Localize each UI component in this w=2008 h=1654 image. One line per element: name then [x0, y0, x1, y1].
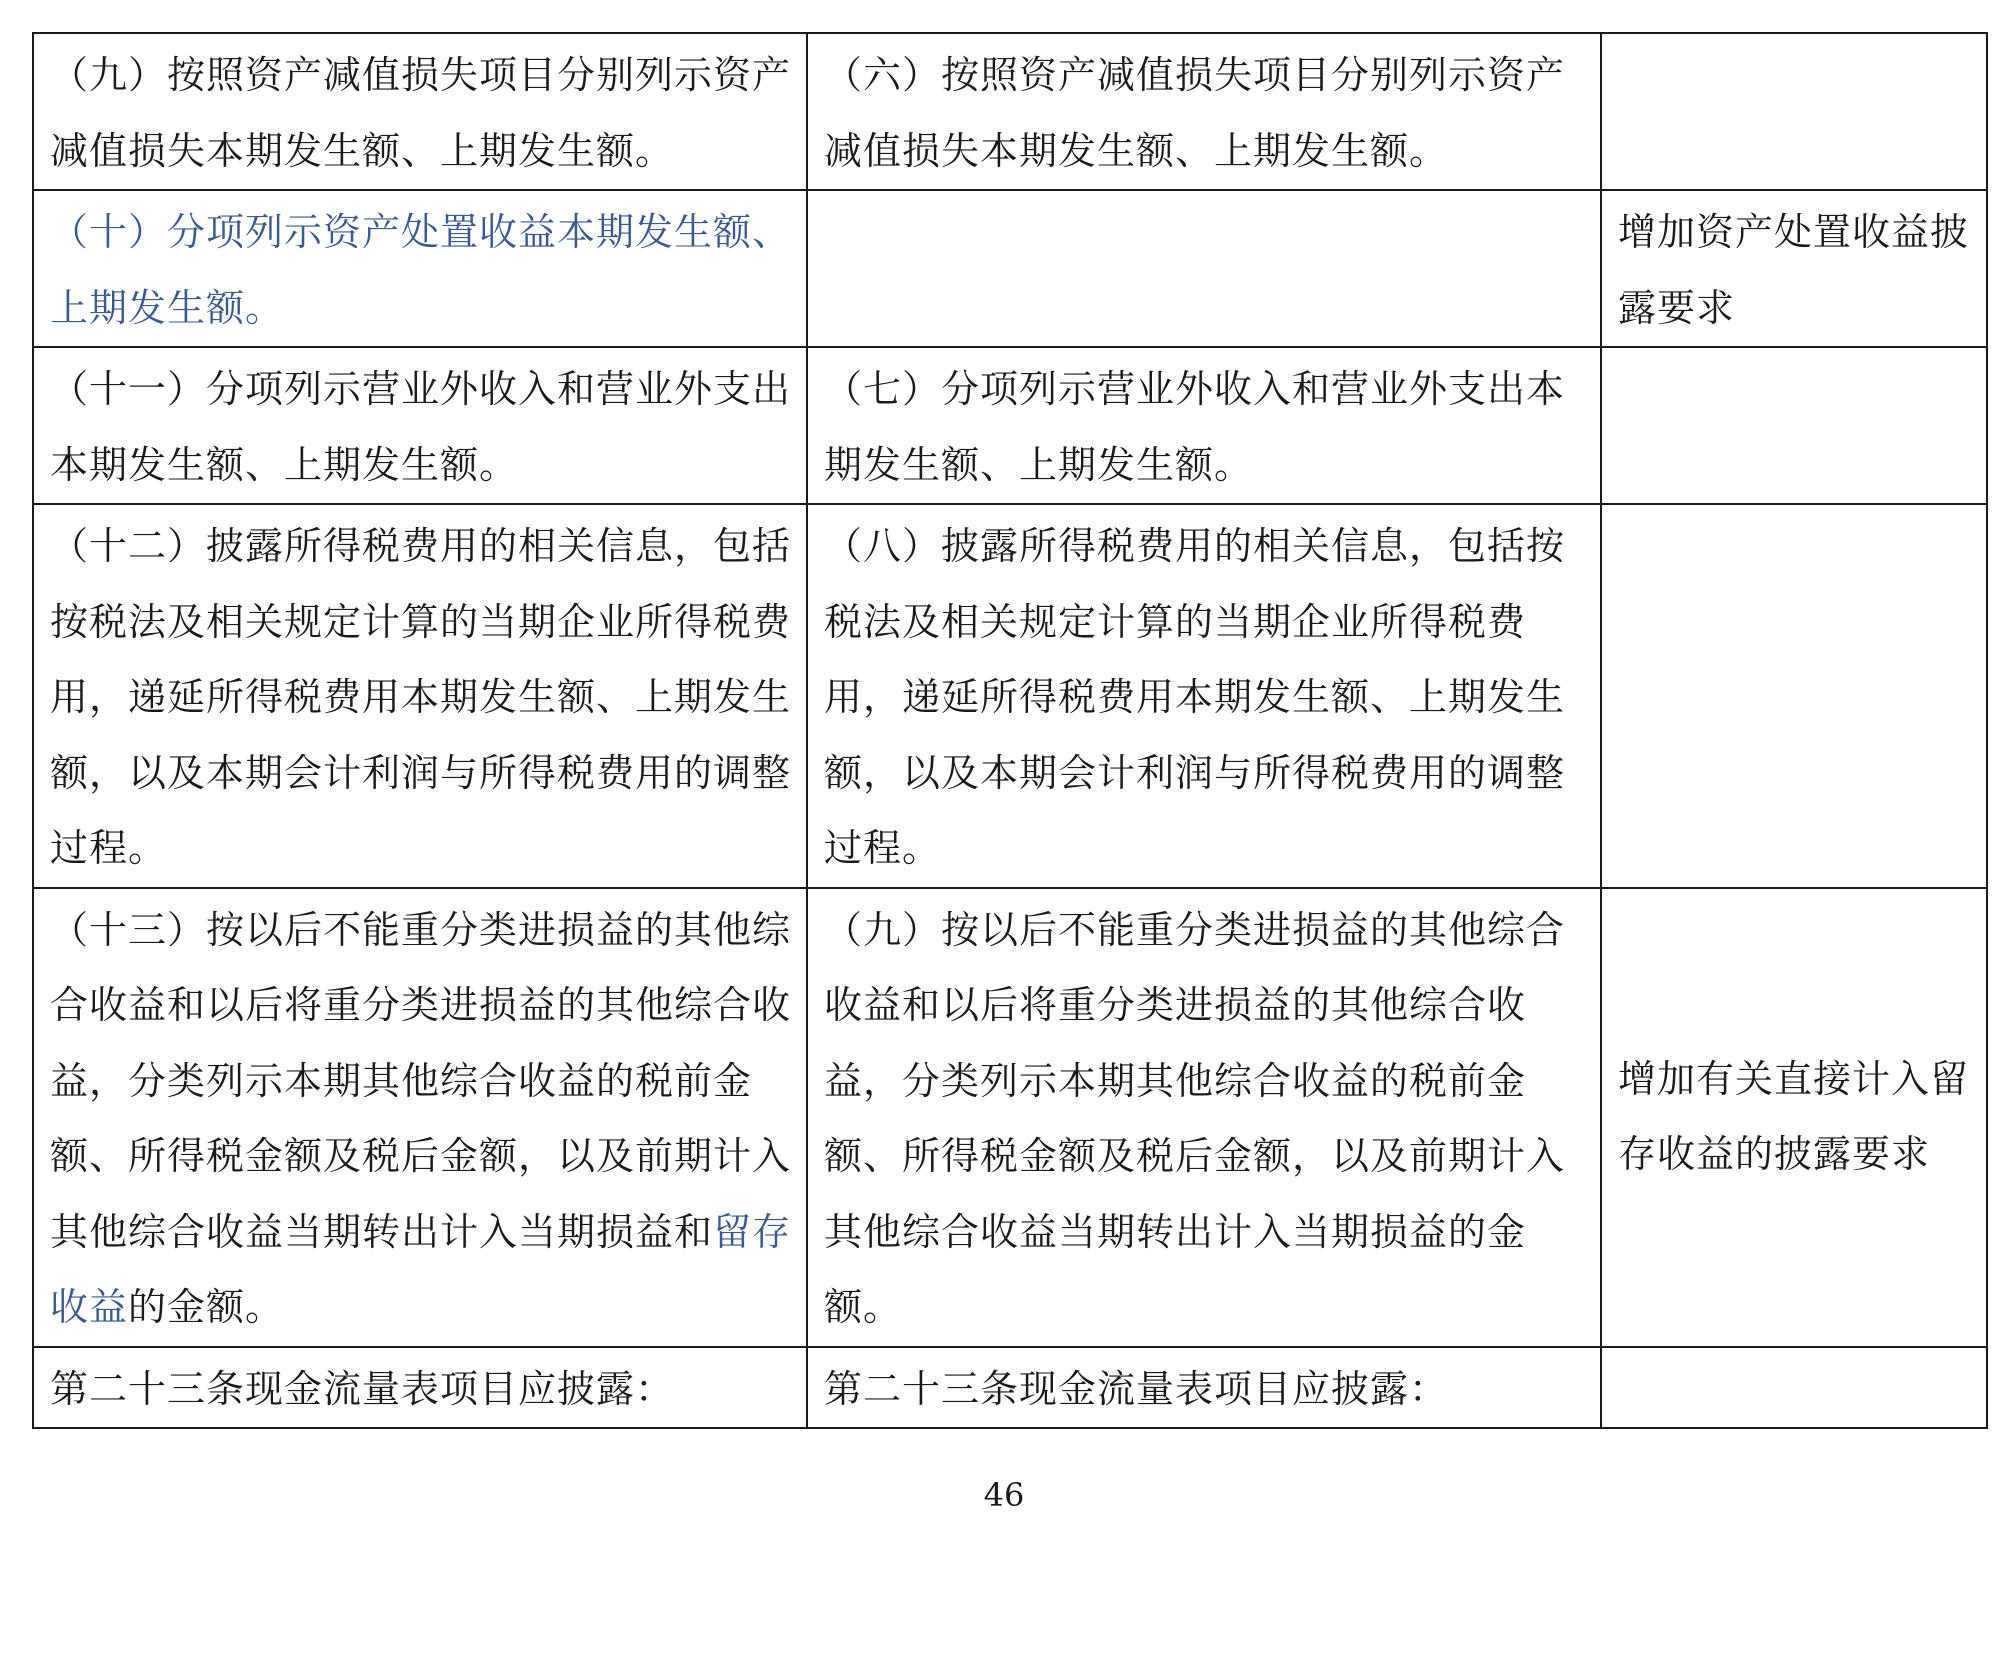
table-row: [33, 347, 1987, 504]
new-rule-text-end: 的金额。: [128, 1285, 285, 1329]
new-rule-cell: （十一）分项列示营业外收入和营业外支出本期发生额、上期发生额。: [33, 347, 807, 504]
old-rule-cell: （七）分项列示营业外收入和营业外支出本期发生额、上期发生额。: [807, 347, 1601, 504]
change-note-cell: [1601, 347, 1987, 504]
table-row: [33, 1347, 1987, 1429]
page-number: 46: [983, 1476, 1025, 1514]
table-row: [33, 888, 1987, 1347]
change-note-cell: 增加有关直接计入留存收益的披露要求: [1601, 888, 1987, 1347]
new-rule-text: （十三）按以后不能重分类进损益的其他综合收益和以后将重分类进损益的其他综合收益，分类列示本期其他综合收益的税前金额、所得税金额及税后金额，以及前期计入其他综合收益当期转出计入当期损益和: [50, 907, 792, 1254]
new-rule-cell: （九）按照资产减值损失项目分别列示资产减值损失本期发生额、上期发生额。: [33, 33, 807, 190]
new-rule-cell: [33, 888, 807, 1347]
table-row: [33, 190, 1987, 347]
new-rule-cell: （十二）披露所得税费用的相关信息，包括按税法及相关规定计算的当期企业所得税费用，递延所得税费用本期发生额、上期发生额，以及本期会计利润与所得税费用的调整过程。: [33, 504, 807, 888]
table-row: [33, 33, 1987, 190]
change-note-cell: [1601, 504, 1987, 888]
retained-earnings-link[interactable]: 留存收益: [50, 1209, 792, 1329]
change-note-cell: [1601, 1347, 1987, 1429]
old-rule-cell: 第二十三条现金流量表项目应披露：: [807, 1347, 1601, 1429]
change-note-cell: 增加资产处置收益披露要求: [1601, 190, 1987, 347]
old-rule-cell: （六）按照资产减值损失项目分别列示资产减值损失本期发生额、上期发生额。: [807, 33, 1601, 190]
comparison-table: [32, 32, 1988, 1429]
old-rule-cell: （九）按以后不能重分类进损益的其他综合收益和以后将重分类进损益的其他综合收益，分类列示本期其他综合收益的税前金额、所得税金额及税后金额，以及前期计入其他综合收益当期转出计入当期损益的金额。: [807, 888, 1601, 1347]
old-rule-cell: [807, 190, 1601, 347]
table-row: [33, 504, 1987, 888]
old-rule-cell: （八）披露所得税费用的相关信息，包括按税法及相关规定计算的当期企业所得税费用，递延所得税费用本期发生额、上期发生额，以及本期会计利润与所得税费用的调整过程。: [807, 504, 1601, 888]
change-note-cell: [1601, 33, 1987, 190]
new-rule-cell[interactable]: （十）分项列示资产处置收益本期发生额、上期发生额。: [33, 190, 807, 347]
new-rule-cell: 第二十三条现金流量表项目应披露：: [33, 1347, 807, 1429]
